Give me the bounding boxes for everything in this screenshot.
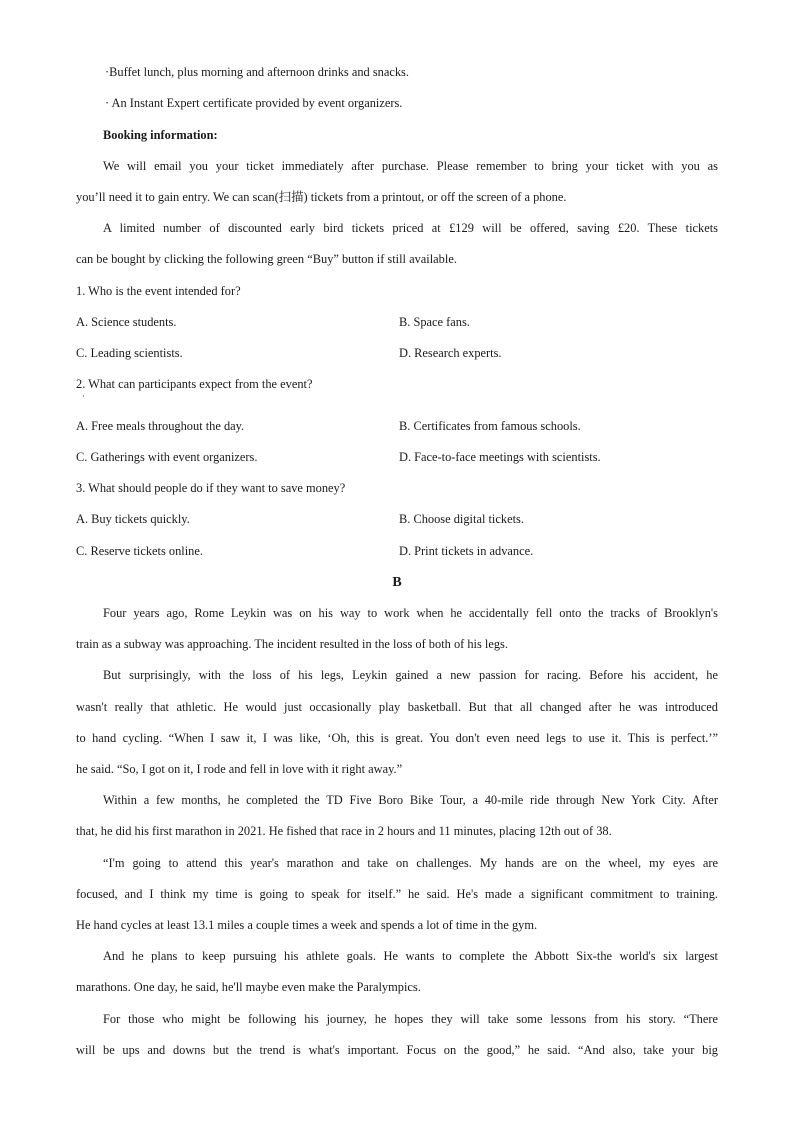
passage-line: For those who might be following his journey, he hopes they will take some lessons from his story. “There (103, 1012, 718, 1026)
passage-line: to hand cycling. “When I saw it, I was like, ‘Oh, this is great. You don't even need legs to use it. This is perfect.’” (76, 731, 718, 745)
option-b: B. Space fans. (399, 315, 470, 329)
question-2-row-1 (76, 418, 718, 434)
passage-line: he said. “So, I got on it, I rode and fell in love with it right away.” (76, 762, 403, 776)
booking-paragraph-1-line-2: you’ll need it to gain entry. We can scan(扫描) tickets from a printout, or off the screen of a phone. (76, 190, 567, 204)
passage-line: train as a subway was approaching. The incident resulted in the loss of both of his legs. (76, 637, 508, 651)
question-1-row-2 (76, 345, 718, 361)
question-2-row-2 (76, 449, 718, 465)
option-d: D. Face-to-face meetings with scientists. (399, 450, 601, 464)
question-3-row-2 (76, 543, 718, 559)
booking-paragraph-2-line-2: can be bought by clicking the following green “Buy” button if still available. (76, 252, 457, 266)
passage-line: that, he did his first marathon in 2021. He fished that race in 2 hours and 11 minutes, placing 12th out of 38. (76, 824, 612, 838)
option-c: C. Leading scientists. (76, 346, 183, 360)
question-1-row-1 (76, 314, 718, 330)
option-a: A. Buy tickets quickly. (76, 512, 190, 526)
option-c: C. Reserve tickets online. (76, 544, 203, 558)
passage-line: And he plans to keep pursuing his athlete goals. He wants to complete the Abbott Six-the world's six largest (103, 949, 718, 963)
passage-line: will be ups and downs but the trend is what's important. Focus on the good,” he said. “And also, take your big (76, 1043, 718, 1057)
passage-line: Four years ago, Rome Leykin was on his way to work when he accidentally fell onto the tracks of Brooklyn's (103, 606, 718, 620)
question-3-stem: 3. What should people do if they want to save money? (76, 481, 346, 495)
passage-line: But surprisingly, with the loss of his legs, Leykin gained a new passion for racing. Before his accident, he (103, 668, 718, 682)
option-d: D. Research experts. (399, 346, 502, 360)
list-item-certificate: · An Instant Expert certificate provided by event organizers. (105, 96, 403, 110)
list-item-buffet: ·Buffet lunch, plus morning and afternoon drinks and snacks. (105, 65, 409, 79)
option-a: A. Free meals throughout the day. (76, 419, 245, 433)
booking-heading: Booking information: (103, 128, 218, 142)
passage-line: “I'm going to attend this year's marathon and take on challenges. My hands are on the wheel, my eyes are (103, 856, 718, 870)
section-b-title: B (392, 575, 402, 590)
booking-paragraph-1-line-1: We will email you your ticket immediately after purchase. Please remember to bring your ticket with you as (103, 159, 718, 173)
stray-mark: · (82, 391, 85, 401)
question-2-stem: 2. What can participants expect from the event? (76, 377, 313, 391)
passage-line: wasn't really that athletic. He would just occasionally play basketball. But that all changed after he was introduced (76, 700, 718, 714)
passage-line: He hand cycles at least 13.1 miles a couple times a week and spends a lot of time in the gym. (76, 918, 538, 932)
option-a: A. Science students. (76, 315, 177, 329)
question-1-stem: 1. Who is the event intended for? (76, 284, 241, 298)
question-3-row-1 (76, 511, 718, 527)
passage-line: focused, and I think my time is going to speak for itself.” he said. He's made a significant commitment to training. (76, 887, 718, 901)
passage-line: marathons. One day, he said, he'll maybe even make the Paralympics. (76, 980, 421, 994)
booking-paragraph-2-line-1: A limited number of discounted early bird tickets priced at £129 will be offered, saving £20. These tickets (103, 221, 718, 235)
option-d: D. Print tickets in advance. (399, 544, 534, 558)
option-b: B. Choose digital tickets. (399, 512, 524, 526)
passage-line: Within a few months, he completed the TD Five Boro Bike Tour, a 40-mile ride through New York City. After (103, 793, 718, 807)
option-c: C. Gatherings with event organizers. (76, 450, 258, 464)
option-b: B. Certificates from famous schools. (399, 419, 581, 433)
